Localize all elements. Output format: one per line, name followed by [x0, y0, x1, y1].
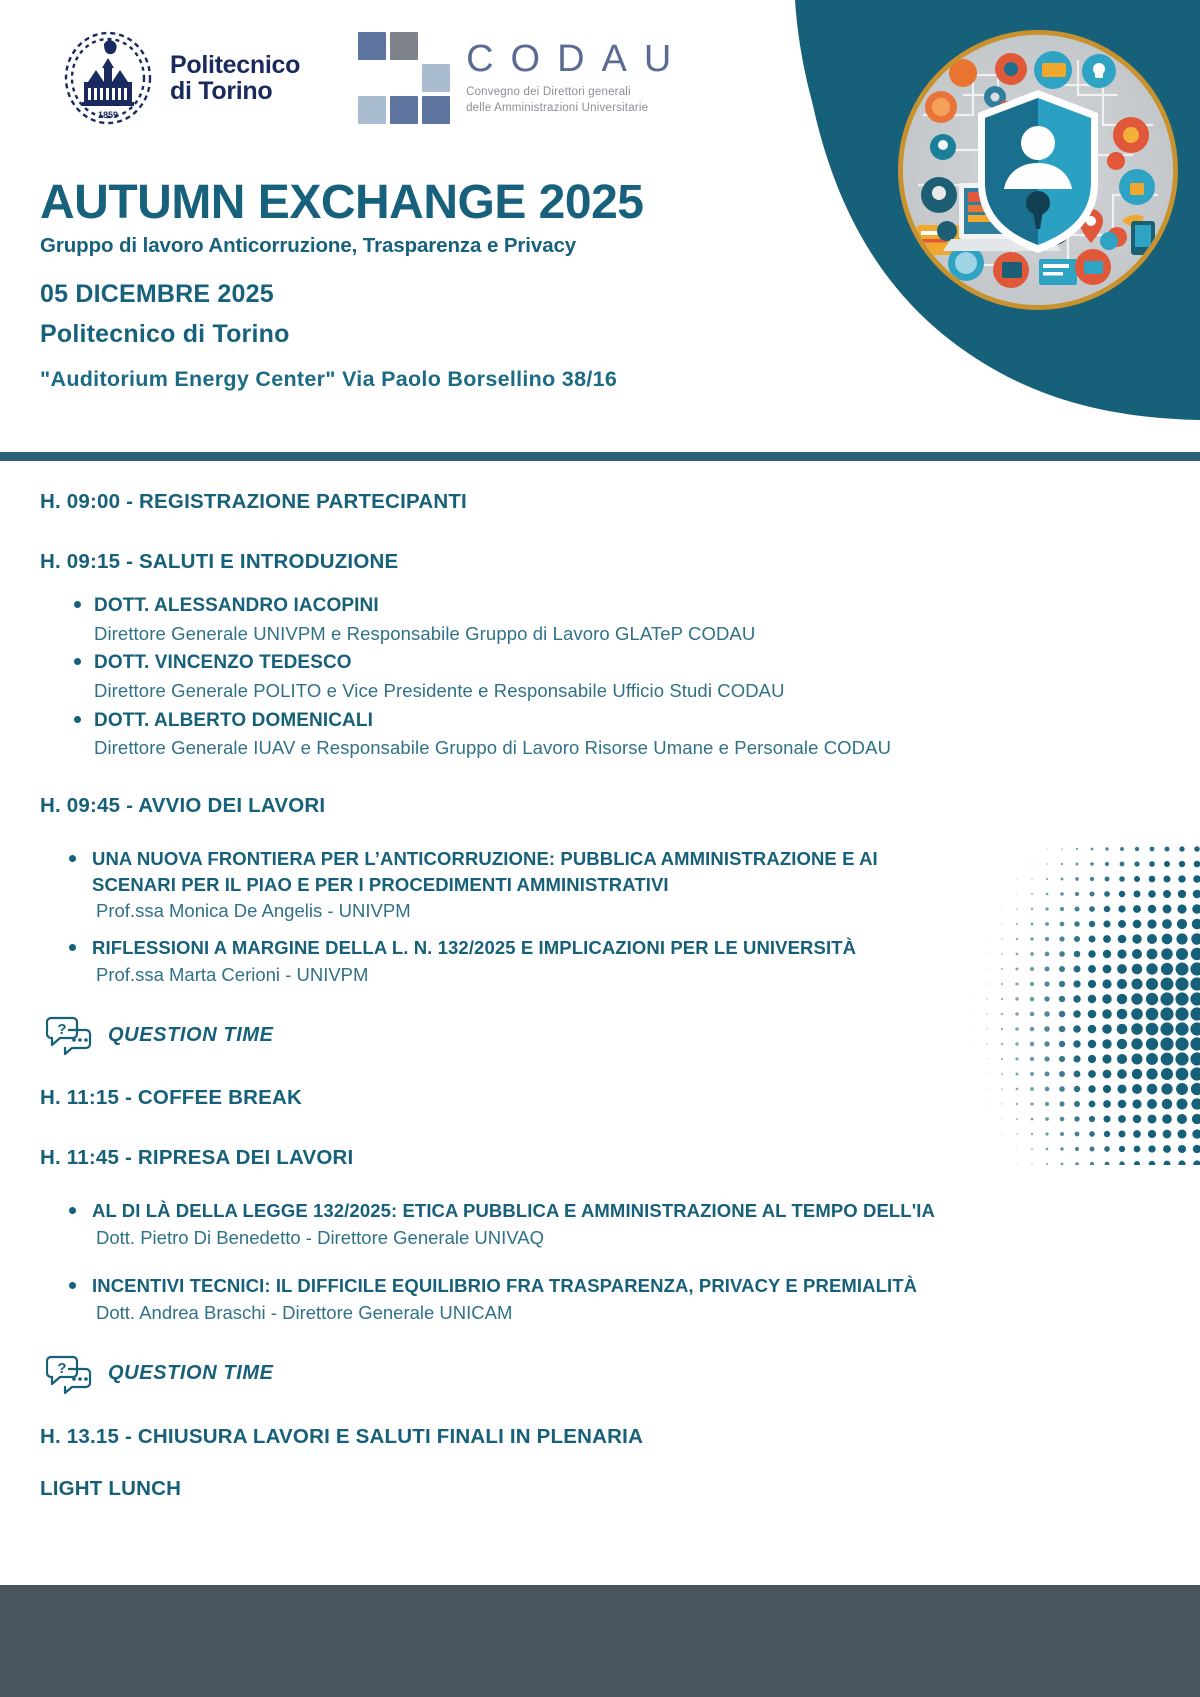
footer-bar: [0, 1585, 1200, 1697]
talk-title-line1: UNA NUOVA FRONTIERA PER L’ANTICORRUZIONE: PUBBLICA AMMINISTRAZIONE E AI: [92, 847, 878, 869]
speaker-name: DOTT. ALBERTO DOMENICALI: [94, 709, 373, 731]
slot-lunch-heading: LIGHT LUNCH: [40, 1476, 182, 1500]
codau-subtitle-line2: delle Amministrazioni Universitarie: [466, 101, 649, 114]
slot-greetings-heading: H. 09:15 - SALUTI E INTRODUZIONE: [40, 550, 399, 573]
politecnico-logo: [60, 30, 300, 126]
program-schedule: [40, 490, 1040, 1507]
talk-title-line1: AL DI LÀ DELLA LEGGE 132/2025: ETICA PUBBLICA E AMMINISTRAZIONE AL TEMPO DELL'IA: [92, 1200, 935, 1222]
question-speech-bubbles-icon: [46, 1353, 96, 1395]
greetings-speaker-list: [40, 592, 1040, 762]
talk-speaker: Prof.ssa Marta Cerioni - UNIVPM: [96, 963, 369, 985]
start-works-talk-list: [40, 846, 1040, 988]
event-venue: "Auditorium Energy Center" Via Paolo Borsellino 38/16: [40, 366, 618, 391]
page-subtitle: Gruppo di lavoro Anticorruzione, Trasparenza e Privacy: [40, 233, 577, 257]
speaker-role: Direttore Generale POLITO e Vice Presidente e Responsabile Ufficio Studi CODAU: [94, 679, 785, 701]
speaker-name: DOTT. VINCENZO TEDESCO: [94, 652, 352, 674]
list-item: [66, 1273, 1040, 1326]
codau-wordmark: CODAU: [466, 37, 689, 80]
svg-text:1859: 1859: [97, 110, 119, 120]
slot-resume-works-heading: H. 11:45 - RIPRESA DEI LAVORI: [40, 1146, 354, 1170]
question-time-block-2: [46, 1353, 1040, 1395]
event-date: 05 DICEMBRE 2025: [40, 279, 274, 308]
talk-speaker: Dott. Pietro Di Benedetto - Direttore Generale UNIVAQ: [96, 1226, 544, 1248]
talk-speaker: Dott. Andrea Braschi - Direttore Generale UNICAM: [96, 1301, 513, 1323]
svg-text:?: ?: [57, 1021, 67, 1039]
cybersecurity-shield-illustration: [898, 30, 1178, 310]
slot-start-works-heading: H. 09:45 - AVVIO DEI LAVORI: [40, 793, 326, 817]
slot-closing-heading: H. 13.15 - CHIUSURA LAVORI E SALUTI FINALI IN PLENARIA: [40, 1424, 644, 1448]
codau-subtitle-line1: Convegno dei Direttori generali: [466, 85, 631, 98]
svg-text:?: ?: [57, 1359, 67, 1377]
header-divider: [0, 452, 1200, 461]
resume-works-talk-list: [40, 1198, 1040, 1326]
politecnico-line1: Politecnico: [170, 50, 301, 79]
talk-title-line1: RIFLESSIONI A MARGINE DELLA L. N. 132/2025 E IMPLICAZIONI PER LE UNIVERSITÀ: [92, 937, 857, 959]
speaker-role: Direttore Generale UNIVPM e Responsabile Gruppo di Lavoro GLATeP CODAU: [94, 622, 756, 644]
list-item: [66, 935, 1040, 988]
politecnico-wordmark: [170, 52, 300, 105]
question-speech-bubbles-icon: [46, 1014, 96, 1056]
codau-logo: [358, 32, 688, 124]
slot-coffee-break-heading: H. 11:15 - COFFEE BREAK: [40, 1086, 303, 1110]
list-item: [66, 1198, 1040, 1251]
question-time-block-1: [46, 1014, 1040, 1056]
list-item: [70, 649, 1040, 704]
speaker-name: DOTT. ALESSANDRO IACOPINI: [94, 595, 379, 616]
list-item: [70, 592, 1040, 647]
talk-title-line1: INCENTIVI TECNICI: IL DIFFICILE EQUILIBRIO FRA TRASPARENZA, PRIVACY E PREMIALITÀ: [92, 1275, 918, 1297]
codau-squares-icon: [358, 32, 450, 124]
speaker-role: Direttore Generale IUAV e Responsabile Gruppo di Lavoro Risorse Umane e Personale CODAU: [94, 737, 892, 759]
slot-registration-heading: H. 09:00 - REGISTRAZIONE PARTECIPANTI: [40, 490, 467, 513]
list-item: [70, 707, 1040, 762]
header-logos: [60, 30, 688, 126]
politecnico-line2: di Torino: [170, 77, 273, 105]
talk-title-line2: SCENARI PER IL PIAO E PER I PROCEDIMENTI AMMINISTRATIVI: [92, 874, 669, 896]
question-time-label: QUESTION TIME: [108, 1023, 274, 1046]
page-title: AUTUMN EXCHANGE 2025: [40, 176, 644, 229]
politecnico-crest-icon: [60, 30, 156, 126]
title-block: [40, 178, 800, 392]
talk-speaker: Prof.ssa Monica De Angelis - UNIVPM: [96, 900, 411, 922]
list-item: [66, 846, 1040, 925]
event-place: Politecnico di Torino: [40, 319, 290, 348]
question-time-label: QUESTION TIME: [108, 1362, 274, 1385]
